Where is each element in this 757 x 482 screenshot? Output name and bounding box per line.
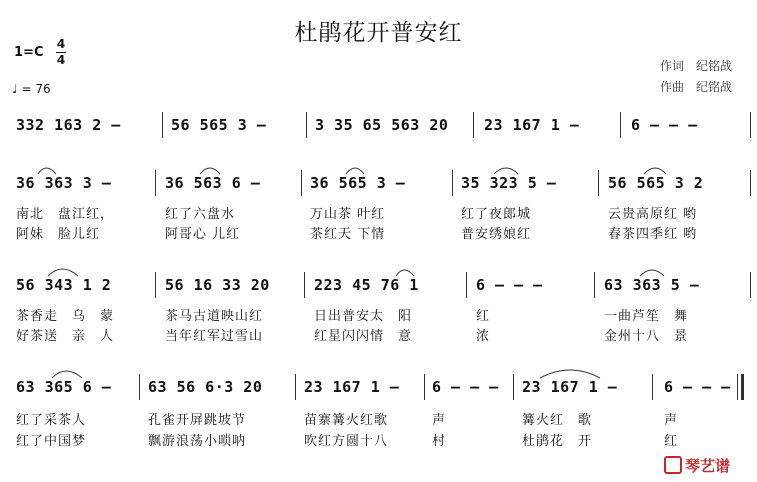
bar-line bbox=[513, 374, 514, 400]
bar-line bbox=[750, 112, 751, 138]
bar-line bbox=[155, 272, 156, 298]
measure-notes: 56 565 3 2 bbox=[608, 174, 704, 192]
tempo-marking: ♩ = 76 bbox=[12, 82, 51, 96]
lyric-line-1: 声 bbox=[432, 413, 447, 428]
measure-notes: 3 35 65 563 20 bbox=[315, 116, 449, 134]
measure-notes: 223 45 76 1 bbox=[314, 276, 419, 294]
lyric-line-2: 杜鹃花 开 bbox=[522, 434, 593, 449]
lyricist-credit: 作词 纪铭战 bbox=[660, 59, 733, 73]
lyric-line-2: 好茶送 亲 人 bbox=[16, 329, 115, 344]
lyric-line-1: 茶香走 乌 蒙 bbox=[16, 309, 115, 324]
measure-notes: 6 – – – bbox=[476, 276, 543, 294]
lyric-line-1: 红了采茶人 bbox=[16, 413, 87, 428]
lyric-line-1: 万山茶 叶红 bbox=[310, 207, 386, 222]
bar-line bbox=[620, 112, 621, 138]
bar-line bbox=[473, 112, 474, 138]
final-bar-thick bbox=[741, 374, 744, 400]
measure-notes: 332 163 2 – bbox=[16, 116, 121, 134]
lyric-line-2: 红星闪闪情 意 bbox=[314, 329, 413, 344]
lyric-line-1: 红 bbox=[476, 309, 491, 324]
measure-notes: 23 167 1 – bbox=[304, 378, 400, 396]
time-signature-bottom: 4 bbox=[56, 53, 66, 67]
lyric-line-1: 日出普安太 阳 bbox=[314, 309, 413, 324]
bar-line bbox=[750, 170, 751, 196]
lyric-line-1: 红了夜郎城 bbox=[461, 207, 532, 222]
lyric-line-1: 孔雀开屏跳坡节 bbox=[148, 413, 247, 428]
bar-line bbox=[155, 170, 156, 196]
bar-line bbox=[652, 374, 653, 400]
logo-icon bbox=[664, 456, 682, 474]
measure-notes: 63 363 5 – bbox=[604, 276, 700, 294]
measure-notes: 6 – – – bbox=[432, 378, 499, 396]
lyric-line-1: 茶马古道映山红 bbox=[165, 309, 264, 324]
measure-notes: 63 56 6·3 20 bbox=[148, 378, 263, 396]
score-row-2 bbox=[0, 160, 757, 242]
lyric-line-1: 南北 盘江红， bbox=[16, 207, 115, 222]
measure-notes: 56 16 33 20 bbox=[165, 276, 270, 294]
score-row-1 bbox=[0, 110, 757, 140]
measure-notes: 36 363 3 – bbox=[16, 174, 112, 192]
lyric-line-2: 红 bbox=[664, 434, 679, 449]
bar-line bbox=[594, 272, 595, 298]
measure-notes: 56 565 3 – bbox=[171, 116, 267, 134]
bar-line bbox=[750, 272, 751, 298]
lyric-line-2: 吹红方圆十八 bbox=[304, 434, 389, 449]
lyric-line-2: 红了中国梦 bbox=[16, 434, 87, 449]
bar-line bbox=[466, 272, 467, 298]
lyric-line-2: 当年红军过雪山 bbox=[165, 329, 264, 344]
bar-line bbox=[139, 374, 140, 400]
measure-notes: 36 565 3 – bbox=[310, 174, 406, 192]
measure-notes: 6 – – – bbox=[664, 378, 731, 396]
song-title: 杜鹃花开普安红 bbox=[294, 20, 463, 46]
measure-notes: 56 343 1 2 bbox=[16, 276, 112, 294]
measure-notes: 23 167 1 – bbox=[484, 116, 580, 134]
measure-notes: 23 167 1 – bbox=[522, 378, 618, 396]
logo-text: 琴艺谱 bbox=[685, 457, 731, 475]
lyric-line-1: 一曲芦笙 舞 bbox=[604, 309, 689, 324]
lyric-line-2: 茶红天 下情 bbox=[310, 227, 386, 242]
bar-line bbox=[162, 112, 163, 138]
lyric-line-1: 云贵高原红 哟 bbox=[608, 207, 698, 222]
lyric-line-2: 金州十八 景 bbox=[604, 329, 689, 344]
lyric-line-2: 村 bbox=[432, 434, 447, 449]
lyric-line-2: 飘游浪荡小唢呐 bbox=[148, 434, 247, 449]
bar-line bbox=[301, 170, 302, 196]
bar-line bbox=[304, 272, 305, 298]
lyric-line-2: 浓 bbox=[476, 329, 491, 344]
measure-notes: 6 – – – bbox=[631, 116, 698, 134]
measure-notes: 63 365 6 – bbox=[16, 378, 112, 396]
lyric-line-2: 阿妹 脸儿红 bbox=[16, 227, 101, 242]
time-signature bbox=[56, 38, 66, 67]
bar-line bbox=[424, 374, 425, 400]
measure-notes: 35 323 5 – bbox=[461, 174, 557, 192]
lyric-line-2: 普安绣娘红 bbox=[461, 227, 532, 242]
final-bar-thin bbox=[737, 374, 738, 400]
lyric-line-1: 红了六盘水 bbox=[165, 207, 236, 222]
lyric-line-1: 篝火红 歌 bbox=[522, 413, 593, 428]
lyric-line-1: 苗寨篝火红歌 bbox=[304, 413, 389, 428]
lyric-line-2: 春茶四季红 哟 bbox=[608, 227, 698, 242]
composer-credit: 作曲 纪铭战 bbox=[660, 80, 733, 94]
bar-line bbox=[306, 112, 307, 138]
site-logo[interactable] bbox=[664, 455, 730, 476]
bar-line bbox=[295, 374, 296, 400]
score-row-4 bbox=[0, 364, 757, 452]
bar-line bbox=[452, 170, 453, 196]
time-signature-top: 4 bbox=[56, 37, 66, 51]
key-signature: 1=C bbox=[14, 45, 44, 60]
bar-line bbox=[598, 170, 599, 196]
lyric-line-2: 阿哥心 儿红 bbox=[165, 227, 241, 242]
measure-notes: 36 563 6 – bbox=[165, 174, 261, 192]
score-row-3 bbox=[0, 262, 757, 344]
lyric-line-1: 声 bbox=[664, 413, 679, 428]
